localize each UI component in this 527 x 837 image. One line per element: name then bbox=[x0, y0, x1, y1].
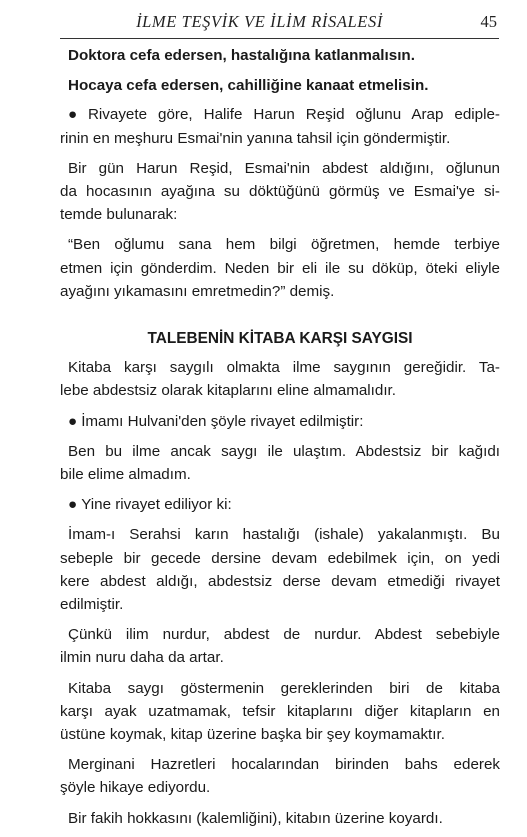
bold-line: Hocaya cefa edersen, cahilliğine kanaat etmelisin. bbox=[68, 77, 429, 95]
text-line bbox=[60, 410, 500, 433]
paragraph bbox=[60, 356, 500, 402]
text-line bbox=[60, 776, 500, 799]
text-line bbox=[60, 753, 500, 776]
line-text: İmamı Hulvani'den şöyle rivayet edilmiştir: bbox=[81, 412, 364, 430]
line-text: Yine rivayet ediliyor ki: bbox=[81, 496, 232, 514]
text-line bbox=[60, 807, 500, 830]
bullet-icon: ● bbox=[68, 412, 78, 430]
text-line bbox=[60, 257, 500, 280]
line-text: edilmiştir. bbox=[60, 596, 124, 614]
paragraph bbox=[60, 493, 500, 516]
line-text: bile elime almadım. bbox=[60, 466, 191, 484]
paragraph bbox=[60, 157, 500, 227]
text-line bbox=[60, 623, 500, 646]
text-line bbox=[60, 103, 500, 126]
line-text: lebe abdestsiz olarak kitaplarını eline almamalıdır. bbox=[60, 382, 396, 400]
running-title: İLME TEŞVİK VE İLİM RİSALESİ bbox=[136, 12, 383, 31]
text-line bbox=[60, 700, 500, 723]
line-text: ayağını yıkamasını emretmedin?” demiş. bbox=[60, 282, 335, 300]
bold-quote bbox=[60, 74, 500, 97]
text-line bbox=[60, 356, 500, 379]
text-line bbox=[60, 203, 500, 226]
line-text: etmen için gönderdim. Neden bir eli ile su döküp, öteki eliyle bbox=[60, 259, 500, 277]
paragraph bbox=[60, 103, 500, 149]
line-text: Bir fakih hokkasını (kalemliğini), kitabın üzerine koyardı. bbox=[68, 809, 443, 827]
text-line bbox=[60, 127, 500, 150]
line-text: kere abdest aldığı, abdestsiz derse devam etmediği rivayet bbox=[60, 572, 500, 590]
line-text: üstüne koymak, kitap üzerine başka bir şey koymamaktır. bbox=[60, 726, 445, 744]
text-line bbox=[60, 493, 500, 516]
line-text: Bir gün Harun Reşid, Esmai'nin abdest aldığını, oğlunun bbox=[68, 159, 500, 177]
paragraph bbox=[60, 523, 500, 616]
paragraph bbox=[60, 410, 500, 433]
text-line bbox=[60, 180, 500, 203]
text-line bbox=[60, 547, 500, 570]
paragraph bbox=[60, 807, 500, 830]
page-header bbox=[60, 8, 499, 39]
line-text: şöyle hikaye ediyordu. bbox=[60, 779, 211, 797]
paragraph bbox=[60, 677, 500, 747]
body-text bbox=[60, 44, 500, 837]
text-line bbox=[60, 280, 500, 303]
line-text: karşı ayak uzatmamak, tefsir kitaplarını diğer kitapların en bbox=[60, 702, 500, 720]
text-line bbox=[60, 379, 500, 402]
paragraphs-after-heading bbox=[60, 356, 500, 830]
line-text: sebeple bir gecede dersine devam edebilmek için, on yedi bbox=[60, 549, 500, 567]
line-text: Merginani Hazretleri hocalarından birinden bahs ederek bbox=[68, 756, 500, 774]
line-text: Rivayete göre, Halife Harun Reşid oğlunu Arap ediple- bbox=[87, 106, 500, 124]
text-line bbox=[60, 440, 500, 463]
line-text: Ben bu ilme ancak saygı ile ulaştım. Abdestsiz bir kağıdı bbox=[68, 442, 500, 460]
text-line bbox=[60, 677, 500, 700]
paragraphs-before-heading bbox=[60, 103, 500, 303]
bullet-icon: ● bbox=[68, 106, 84, 124]
text-line bbox=[60, 233, 500, 256]
paragraph bbox=[60, 623, 500, 669]
section-heading: TALEBENİN KİTABA KARŞI SAYGISI bbox=[147, 330, 413, 348]
line-text: Çünkü ilim nurdur, abdest de nurdur. Abdest sebebiyle bbox=[68, 626, 500, 644]
line-text: temde bulunarak: bbox=[60, 206, 178, 224]
line-text: da hocasının ayağına su döktüğünü görmüş ve Esmai'ye si- bbox=[60, 183, 500, 201]
page-number: 45 bbox=[480, 12, 497, 31]
paragraph bbox=[60, 440, 500, 486]
text-line bbox=[60, 723, 500, 746]
line-text: rinin en meşhuru Esmai'nin yanına tahsil için göndermiştir. bbox=[60, 129, 451, 147]
bold-quote bbox=[60, 44, 500, 67]
text-line bbox=[60, 570, 500, 593]
line-text: Kitaba saygı göstermenin gereklerinden biri de kitaba bbox=[68, 679, 500, 697]
line-text: İmam-ı Serahsi karın hastalığı (ishale) yakalanmıştı. Bu bbox=[68, 526, 500, 544]
line-text: ilmin nuru daha da artar. bbox=[60, 649, 224, 667]
text-line bbox=[60, 593, 500, 616]
bullet-icon: ● bbox=[68, 496, 78, 514]
line-text: “Ben oğlumu sana hem bilgi öğretmen, hemde terbiye bbox=[68, 236, 500, 254]
text-line bbox=[60, 157, 500, 180]
bold-line: Doktora cefa edersen, hastalığına katlanmalısın. bbox=[68, 47, 415, 64]
text-line bbox=[60, 463, 500, 486]
paragraph bbox=[60, 753, 500, 799]
text-line bbox=[60, 523, 500, 546]
line-text: Kitaba karşı saygılı olmakta ilme saygının gereğidir. Ta- bbox=[68, 359, 500, 377]
text-line bbox=[60, 646, 500, 669]
paragraph bbox=[60, 233, 500, 303]
